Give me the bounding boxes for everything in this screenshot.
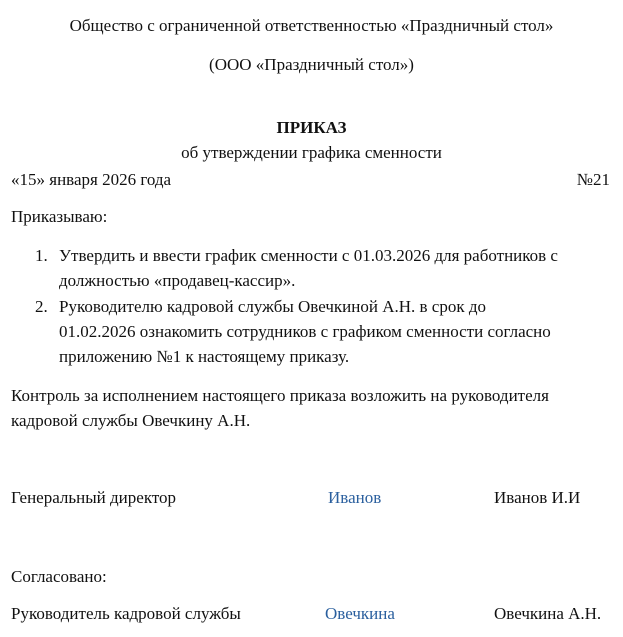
hr-signature: Овечкина xyxy=(325,604,395,623)
document-title: ПРИКАЗ xyxy=(276,118,347,137)
hr-name: Овечкина А.Н. xyxy=(494,604,602,623)
document-subtitle: об утверждении графика сменности xyxy=(181,143,442,162)
control-paragraph-line: Контроль за исполнением настоящего приказа возложить на руководителя xyxy=(11,386,549,405)
director-position: Генеральный директор xyxy=(11,488,177,507)
list-item-text: должностью «продавец-кассир». xyxy=(59,271,296,290)
order-number: №21 xyxy=(576,170,610,189)
hr-position: Руководитель кадровой службы xyxy=(11,604,241,623)
list-item-number: 1. xyxy=(35,246,48,265)
order-date: «15» января 2026 года xyxy=(11,170,172,189)
list-item-number: 2. xyxy=(35,297,48,316)
list-item-text: Руководителю кадровой службы Овечкиной А.Н. в срок до xyxy=(59,297,486,316)
agreed-label: Согласовано: xyxy=(11,567,107,586)
organization-full-name: Общество с ограниченной ответственностью «Праздничный стол» xyxy=(69,16,554,35)
list-item-text: приложению №1 к настоящему приказу. xyxy=(59,347,350,366)
control-paragraph-line: кадровой службы Овечкину А.Н. xyxy=(11,411,251,430)
order-intro: Приказываю: xyxy=(11,207,108,226)
list-item-text: 01.02.2026 ознакомить сотрудников с графиком сменности согласно xyxy=(59,322,551,341)
list-item-text: Утвердить и ввести график сменности с 01.03.2026 для работников с xyxy=(59,246,558,265)
organization-short-name: (ООО «Праздничный стол») xyxy=(209,55,414,74)
director-signature: Иванов xyxy=(328,488,382,507)
director-name: Иванов И.И xyxy=(494,488,581,507)
